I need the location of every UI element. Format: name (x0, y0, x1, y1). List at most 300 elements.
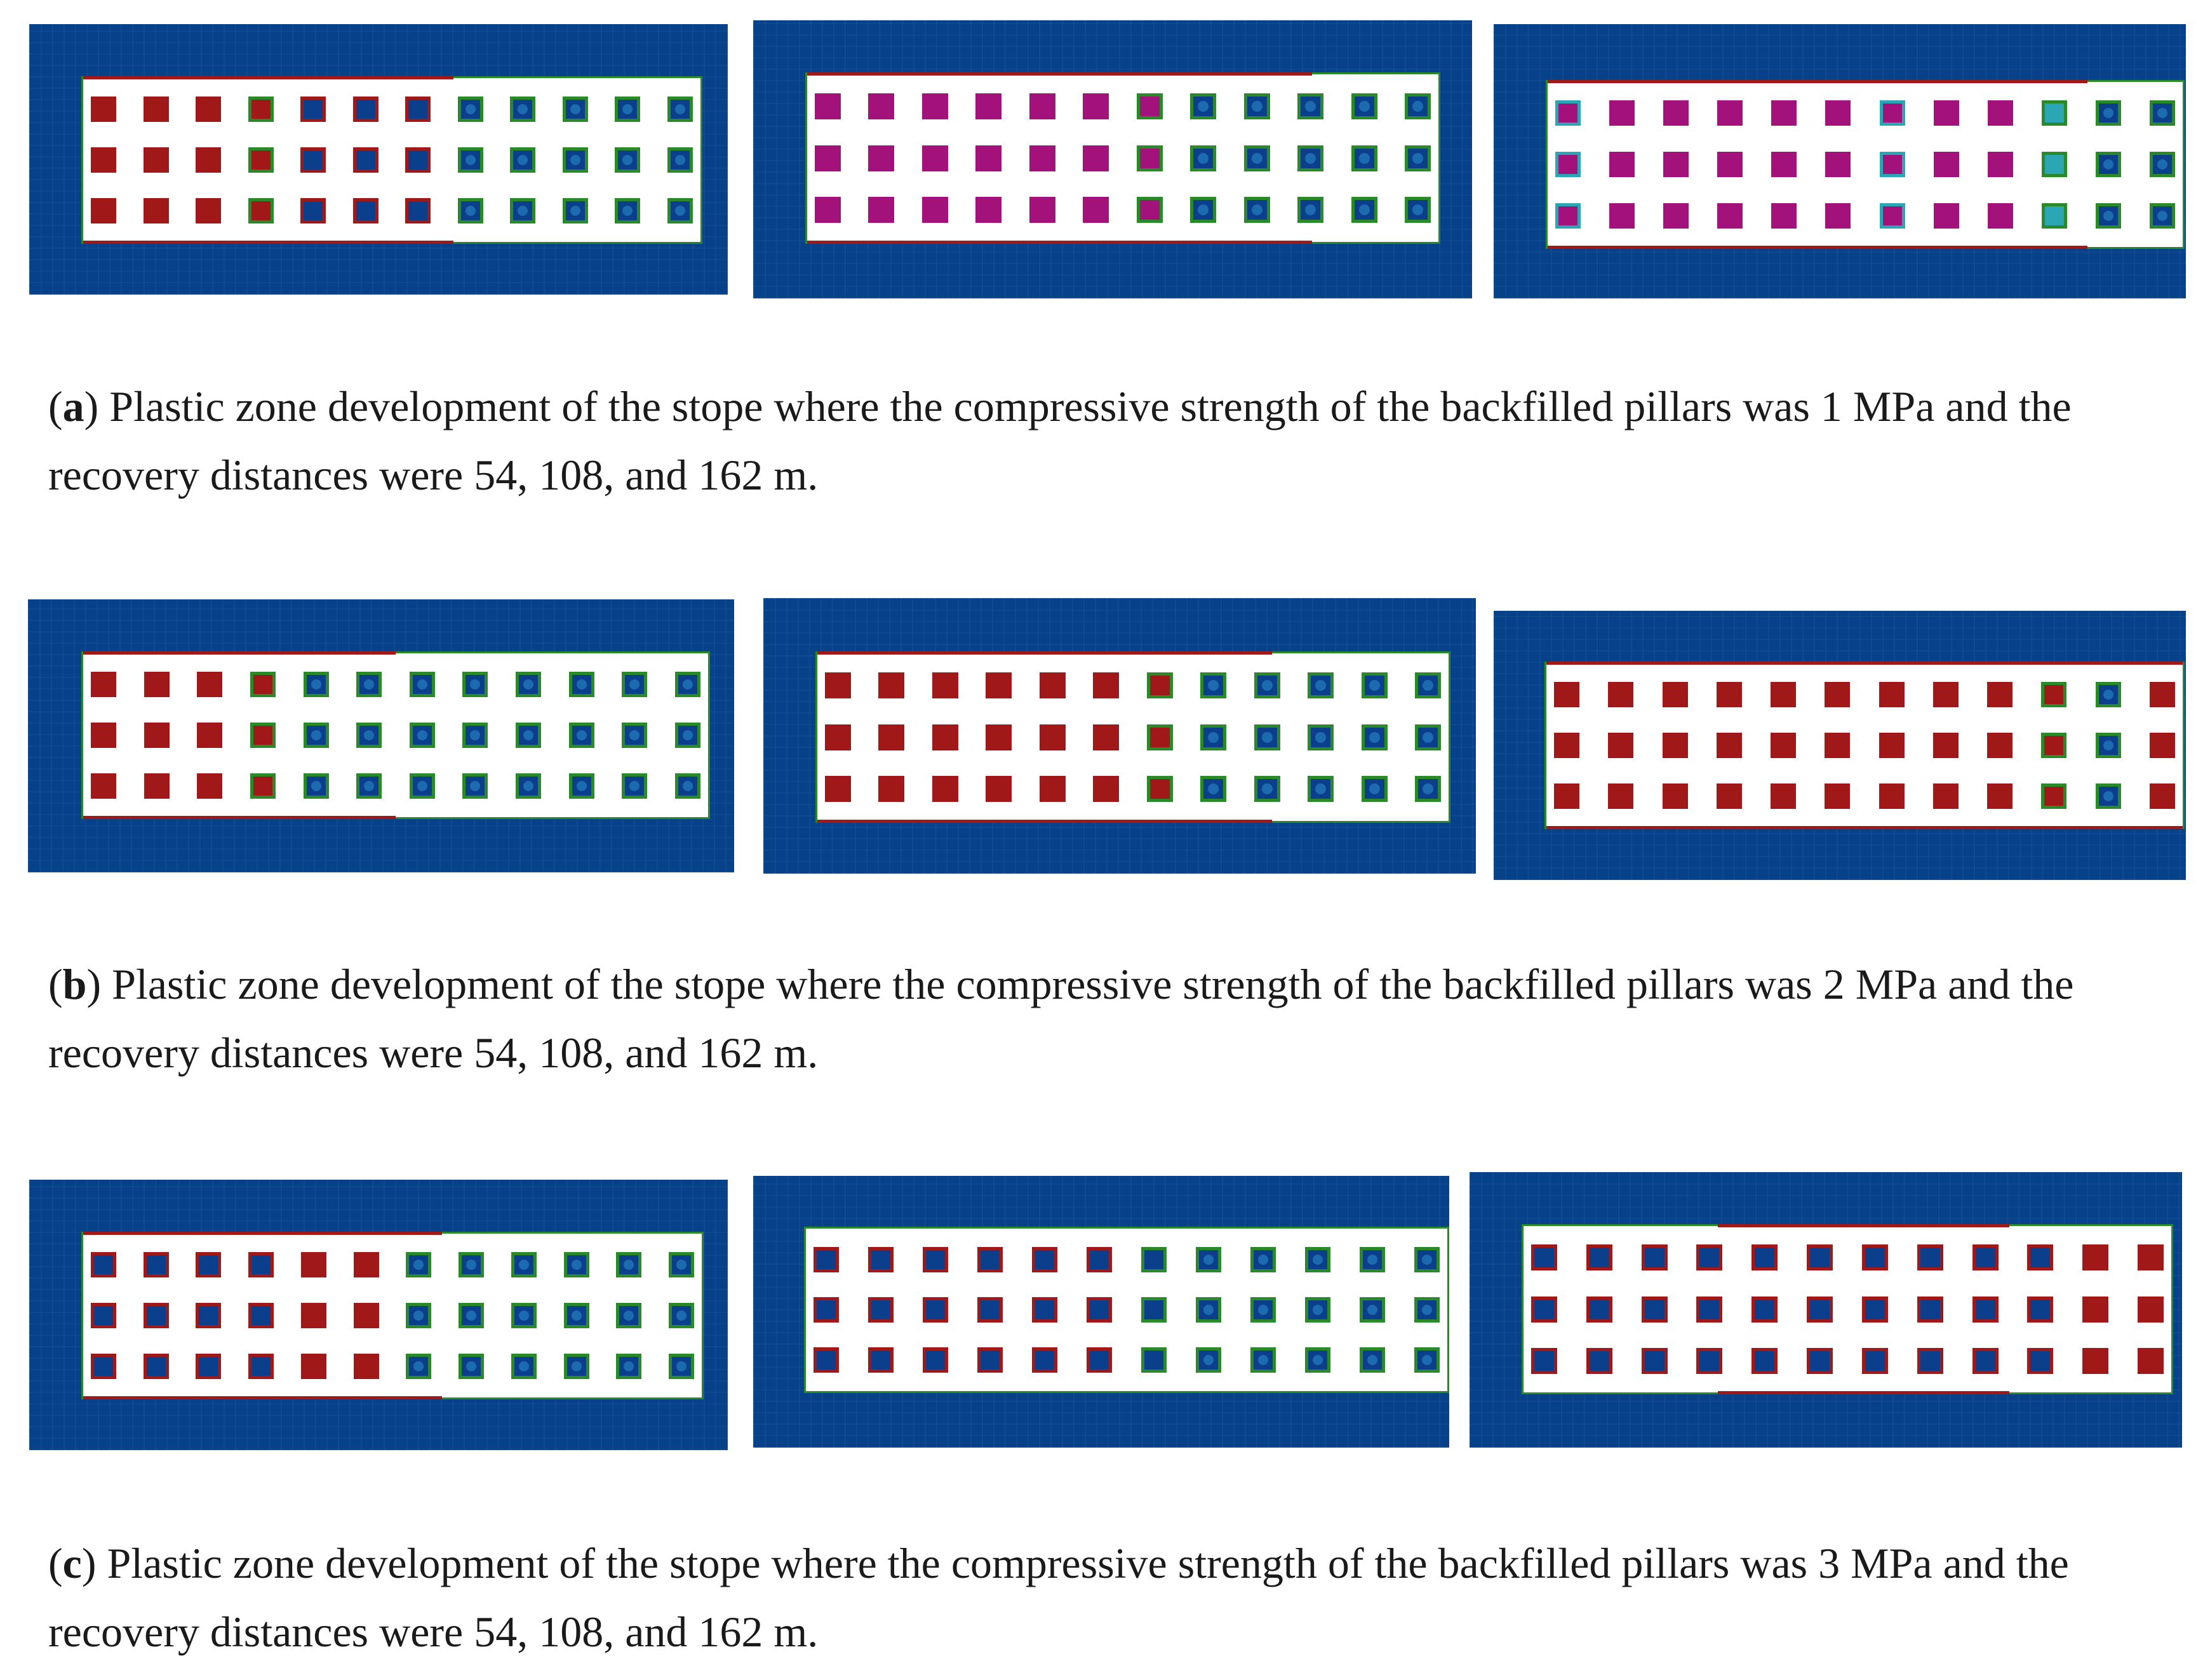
backfilled-pillar (301, 1354, 326, 1379)
pillar-core (822, 101, 833, 112)
pillar-core (577, 730, 587, 741)
backfilled-pillar (1196, 1347, 1221, 1373)
caption-b: (b) Plastic zone development of the stope where the compressive strength of the backfilled pillars was 2 MPa and the recovery distances were 54, 108, and 162 m. (48, 960, 2074, 1077)
pillar-core (1616, 791, 1626, 802)
panel-a-162m (1494, 24, 2186, 298)
backfilled-pillar (923, 1297, 948, 1323)
pillar-core (624, 1310, 634, 1321)
pillar-core (364, 679, 375, 690)
pillar-core (1203, 1305, 1214, 1316)
backfilled-pillar (462, 672, 488, 697)
pillar-core (1562, 791, 1572, 802)
panel-c-54m (29, 1180, 728, 1450)
backfilled-pillar (1308, 672, 1334, 698)
stope-b-54m (81, 651, 710, 819)
backfilled-pillar (1825, 783, 1850, 809)
backfilled-pillar (932, 672, 958, 698)
pillar-core (361, 1361, 372, 1372)
backfilled-pillar (1029, 145, 1055, 171)
backfilled-pillar (1351, 197, 1377, 223)
backfilled-pillar (1987, 783, 2012, 809)
pillar-core (1367, 1255, 1378, 1265)
backfilled-pillar (1642, 1244, 1668, 1270)
backfilled-pillar (563, 147, 588, 173)
backfilled-pillar (878, 724, 904, 750)
pillar-core (622, 104, 633, 115)
pillar-core (1759, 1356, 1770, 1366)
pillar-core (1315, 732, 1326, 743)
pillar-core (1359, 153, 1370, 164)
backfilled-pillar (1250, 1247, 1276, 1272)
backfilled-pillar (1933, 783, 1959, 809)
pillar-core (1562, 690, 1572, 700)
backfilled-pillar (1608, 783, 1633, 809)
pillar-core (940, 783, 951, 794)
backfilled-pillar (462, 723, 488, 748)
pillar-core (413, 1361, 424, 1372)
pillar-core (1941, 690, 1952, 700)
backfilled-pillar (569, 672, 594, 697)
stope-c-54m (81, 1232, 704, 1399)
backfilled-pillar (1360, 1297, 1385, 1323)
backfilled-pillar (1362, 724, 1388, 750)
backfilled-pillar (2138, 1297, 2164, 1323)
backfilled-pillar (563, 97, 588, 122)
pillar-core (2103, 791, 2114, 802)
backfilled-pillar (1917, 1297, 1943, 1323)
pillar-core (413, 206, 424, 217)
backfilled-pillar (868, 1347, 894, 1373)
backfilled-pillar (300, 97, 326, 122)
backfilled-pillar (1196, 1247, 1221, 1272)
pillar-core (1759, 1304, 1770, 1315)
backfilled-pillar (406, 1252, 431, 1277)
backfilled-pillar (1663, 682, 1688, 707)
backfilled-pillar (878, 776, 904, 802)
backfilled-pillar (462, 773, 488, 799)
caption-text: ) Plastic zone development of the stope where the compressive strength of the backfilled pillars was 1 MPa and the recovery distances were 54, 108, and 162 m. (48, 382, 2072, 499)
backfilled-pillar (410, 672, 435, 697)
backfilled-pillar (1771, 203, 1797, 229)
backfilled-pillar (91, 1354, 116, 1379)
backfilled-pillar (1663, 203, 1689, 229)
pillar-core (519, 1361, 530, 1372)
backfilled-pillar (1771, 100, 1797, 126)
pillar-core (2103, 740, 2114, 751)
backfilled-pillar (814, 1247, 839, 1272)
pillar-core (624, 1361, 634, 1372)
pillar-core (1725, 108, 1736, 119)
pillar-core (822, 204, 833, 215)
backfilled-pillar (144, 1252, 169, 1277)
backfilled-pillar (1029, 197, 1055, 223)
pillar-core (1423, 783, 1433, 794)
pillar-core (1144, 153, 1155, 164)
pillar-core (519, 1310, 530, 1321)
backfilled-pillar (814, 1297, 839, 1323)
pillar-core (152, 781, 163, 792)
pillar-core (256, 206, 267, 217)
backfilled-pillar (516, 672, 541, 697)
pillar-core (1423, 732, 1433, 743)
backfilled-pillar (825, 672, 851, 698)
backfilled-pillar (1696, 1348, 1722, 1374)
backfilled-pillar (1196, 1297, 1221, 1323)
pillar-core (572, 1361, 582, 1372)
pillar-core (258, 781, 269, 792)
pillar-core (523, 781, 534, 792)
pillar-core (1101, 732, 1111, 743)
backfilled-pillar (1609, 152, 1635, 177)
backfilled-pillar (977, 1347, 1003, 1373)
backfilled-pillar (1717, 682, 1742, 707)
pillar-core (1941, 791, 1952, 802)
backfilled-pillar (868, 145, 894, 171)
pillar-core (1704, 1304, 1715, 1315)
pillar-core (151, 1310, 162, 1321)
pillar-core (876, 204, 887, 215)
pillar-core (1258, 1355, 1269, 1366)
pillar-core (2103, 159, 2114, 170)
pillar-core (940, 680, 951, 691)
pillar-core (203, 104, 214, 115)
pillar-core (308, 104, 319, 115)
pillar-core (1094, 1255, 1105, 1265)
pillar-core (1995, 211, 2006, 222)
backfilled-pillar (1825, 100, 1851, 126)
backfilled-pillar (868, 1247, 894, 1272)
pillar-core (622, 155, 633, 166)
pillar-core (1778, 740, 1789, 751)
caption-c: (c) Plastic zone development of the stope where the compressive strength of the backfilled pillars was 3 MPa and the recovery distances were 54, 108, and 162 m. (48, 1539, 2069, 1656)
backfilled-pillar (1137, 93, 1163, 119)
pillar-core (311, 730, 322, 741)
backfilled-pillar (1531, 1297, 1557, 1323)
backfilled-pillar (1308, 776, 1334, 802)
pillar-core (2145, 1252, 2156, 1263)
pillar-core (2157, 791, 2168, 802)
pillar-core (675, 104, 686, 115)
caption-a: (a) Plastic zone development of the stope where the compressive strength of the backfilled pillars was 1 MPa and the recovery distances were 54, 108, and 162 m. (48, 382, 2072, 499)
pillar-core (2145, 1356, 2156, 1366)
backfilled-pillar (248, 1354, 274, 1379)
pillar-core (1779, 108, 1790, 119)
pillar-core (1539, 1304, 1550, 1315)
stope-c-108m (804, 1227, 1449, 1393)
backfilled-pillar (932, 776, 958, 802)
backfilled-pillar (2042, 100, 2067, 126)
caption-letter: c (62, 1539, 82, 1587)
pillar-core (1313, 1305, 1323, 1316)
backfilled-pillar (2082, 1348, 2108, 1374)
backfilled-pillar (301, 1252, 326, 1277)
pillar-core (2157, 108, 2168, 119)
pillar-core (1305, 101, 1316, 112)
backfilled-pillar (1414, 1247, 1440, 1272)
backfilled-pillar (91, 773, 116, 799)
pillar-core (256, 1310, 267, 1321)
pillar-core (1203, 1355, 1214, 1366)
pillar-core (1995, 690, 2006, 700)
backfilled-pillar (1988, 152, 2013, 177)
pillar-core (1367, 1305, 1378, 1316)
backfilled-pillar (1862, 1348, 1888, 1374)
backfilled-pillar (248, 147, 274, 173)
pillar-core (1208, 732, 1219, 743)
pillar-core (1203, 1255, 1214, 1265)
pillar-core (203, 1361, 214, 1372)
backfilled-pillar (144, 1354, 169, 1379)
pillar-core (152, 679, 163, 690)
pillar-core (98, 679, 109, 690)
backfilled-pillar (1879, 733, 1905, 758)
pillar-core (417, 781, 428, 792)
backfilled-pillar (1879, 682, 1905, 707)
backfilled-pillar (304, 773, 329, 799)
backfilled-pillar (300, 198, 326, 223)
pillar-core (993, 732, 1004, 743)
pillar-core (1315, 783, 1326, 794)
backfilled-pillar (144, 773, 170, 799)
pillar-core (570, 155, 581, 166)
pillar-core (1315, 680, 1326, 691)
backfilled-pillar (1717, 783, 1742, 809)
backfilled-pillar (1807, 1348, 1833, 1374)
pillar-core (572, 1260, 582, 1270)
pillar-core (1047, 783, 1058, 794)
pillar-core (1832, 791, 1843, 802)
backfilled-pillar (511, 1303, 537, 1328)
pillar-core (361, 1260, 372, 1270)
backfilled-pillar (1609, 203, 1635, 229)
pillar-core (1090, 153, 1101, 164)
backfilled-pillar (675, 773, 700, 799)
backfilled-pillar (196, 198, 221, 223)
backfilled-pillar (2150, 203, 2175, 229)
pillar-core (1832, 740, 1843, 751)
backfilled-pillar (2096, 152, 2121, 177)
pillar-core (311, 679, 322, 690)
pillar-core (1313, 1255, 1323, 1265)
backfilled-pillar (2138, 1244, 2164, 1270)
backfilled-pillar (1696, 1244, 1722, 1270)
backfilled-pillar (1087, 1347, 1112, 1373)
pillar-core (1616, 690, 1626, 700)
backfilled-pillar (923, 1347, 948, 1373)
backfilled-pillar (1351, 93, 1377, 119)
pillar-core (1814, 1356, 1825, 1366)
pillar-core (1047, 732, 1058, 743)
pillar-core (1980, 1252, 1991, 1263)
backfilled-pillar (510, 198, 535, 223)
backfilled-pillar (569, 773, 594, 799)
pillar-core (1870, 1304, 1880, 1315)
backfilled-pillar (2138, 1348, 2164, 1374)
backfilled-pillar (1825, 733, 1850, 758)
backfilled-pillar (825, 724, 851, 750)
backfilled-pillar (1880, 152, 1905, 177)
pillar-core (1094, 1305, 1105, 1316)
pillar-core (203, 155, 214, 166)
stope-a-162m (1546, 80, 2185, 249)
backfilled-pillar (1250, 1297, 1276, 1323)
backfilled-pillar (301, 1303, 326, 1328)
pillar-core (833, 680, 843, 691)
pillar-core (983, 153, 994, 164)
pillar-core (1870, 1252, 1880, 1263)
backfilled-pillar (248, 1252, 274, 1277)
pillar-core (1252, 101, 1262, 112)
pillar-core (1833, 108, 1844, 119)
pillar-core (1412, 153, 1423, 164)
caption-letter: b (62, 960, 87, 1008)
backfilled-pillar (616, 1354, 641, 1379)
pillar-core (2090, 1252, 2101, 1263)
pillar-core (1980, 1304, 1991, 1315)
backfilled-pillar (511, 1252, 537, 1277)
pillar-core (886, 783, 897, 794)
pillar-core (985, 1305, 996, 1316)
backfilled-pillar (353, 198, 378, 223)
pillar-core (98, 730, 109, 741)
backfilled-pillar (91, 1252, 116, 1277)
backfilled-pillar (459, 1252, 484, 1277)
backfilled-pillar (1663, 783, 1688, 809)
pillar-core (1262, 680, 1273, 691)
pillar-core (683, 730, 693, 741)
pillar-core (309, 1361, 319, 1372)
backfilled-pillar (354, 1303, 379, 1328)
backfilled-pillar (1415, 776, 1441, 802)
pillar-core (993, 783, 1004, 794)
pillar-core (203, 1260, 214, 1270)
backfilled-pillar (868, 93, 894, 119)
backfilled-pillar (814, 1347, 839, 1373)
backfilled-pillar (1190, 93, 1216, 119)
pillar-core (985, 1255, 996, 1265)
pillar-core (1887, 108, 1898, 119)
backfilled-pillar (1141, 1247, 1167, 1272)
backfilled-pillar (516, 723, 541, 748)
pillar-core (930, 101, 941, 112)
backfilled-pillar (405, 97, 431, 122)
backfilled-pillar (248, 1303, 274, 1328)
backfilled-pillar (304, 672, 329, 697)
pillar-core (683, 679, 693, 690)
pillar-core (309, 1310, 319, 1321)
backfilled-pillar (1987, 733, 2012, 758)
backfilled-pillar (1254, 724, 1280, 750)
pillar-core (204, 781, 215, 792)
backfilled-pillar (1305, 1297, 1330, 1323)
backfilled-pillar (406, 1354, 431, 1379)
backfilled-pillar (1862, 1297, 1888, 1323)
stope-b-108m (815, 651, 1450, 823)
pillar-core (833, 783, 843, 794)
backfilled-pillar (300, 147, 326, 173)
backfilled-pillar (622, 672, 647, 697)
backfilled-pillar (1190, 197, 1216, 223)
backfilled-pillar (1751, 1348, 1778, 1374)
pillar-core (308, 155, 319, 166)
pillar-core (1144, 101, 1155, 112)
pillar-core (151, 206, 162, 217)
backfilled-pillar (1771, 733, 1796, 758)
pillar-core (1704, 1356, 1715, 1366)
pillar-core (1208, 680, 1219, 691)
pillar-core (151, 104, 162, 115)
pillar-core (833, 732, 843, 743)
pillar-core (1887, 791, 1898, 802)
backfilled-pillar (2150, 100, 2175, 126)
backfilled-pillar (1200, 724, 1226, 750)
pillar-core (2049, 690, 2059, 700)
pillar-core (1208, 783, 1219, 794)
backfilled-pillar (1609, 100, 1635, 126)
pillar-core (570, 104, 581, 115)
pillar-core (683, 781, 693, 792)
pillar-core (2035, 1252, 2046, 1263)
pillar-core (1814, 1304, 1825, 1315)
backfilled-pillar (1988, 100, 2013, 126)
backfilled-pillar (667, 147, 693, 173)
pillar-core (983, 101, 994, 112)
backfilled-pillar (1244, 197, 1270, 223)
backfilled-pillar (2041, 783, 2066, 809)
backfilled-pillar (616, 1303, 641, 1328)
backfilled-pillar (564, 1303, 589, 1328)
backfilled-pillar (569, 723, 594, 748)
pillar-core (364, 730, 375, 741)
backfilled-pillar (1663, 733, 1688, 758)
pillar-core (98, 206, 109, 217)
backfilled-pillar (1087, 1247, 1112, 1272)
pillar-core (258, 679, 269, 690)
backfilled-pillar (304, 723, 329, 748)
pillar-core (1313, 1355, 1323, 1366)
pillar-core (1814, 1252, 1825, 1263)
pillar-core (886, 732, 897, 743)
pillar-core (413, 1310, 424, 1321)
pillar-core (417, 679, 428, 690)
backfilled-pillar (91, 97, 116, 122)
backfilled-pillar (356, 723, 382, 748)
pillar-core (1887, 690, 1898, 700)
backfilled-pillar (1531, 1244, 1557, 1270)
panel-b-162m (1494, 611, 2186, 880)
pillar-core (1144, 204, 1155, 215)
backfilled-pillar (1040, 776, 1066, 802)
pillar-core (675, 155, 686, 166)
backfilled-pillar (2096, 203, 2121, 229)
pillar-core (1670, 690, 1681, 700)
backfilled-pillar (1250, 1347, 1276, 1373)
pillar-core (1412, 101, 1423, 112)
pillar-core (2103, 690, 2114, 700)
pillar-core (1980, 1356, 1991, 1366)
backfilled-pillar (1040, 724, 1066, 750)
backfilled-pillar (511, 1354, 537, 1379)
pillar-core (465, 104, 476, 115)
backfilled-pillar (516, 773, 541, 799)
pillar-core (1563, 108, 1574, 119)
pillar-core (2157, 211, 2168, 222)
pillar-core (1252, 204, 1262, 215)
pillar-core (1649, 1252, 1660, 1263)
backfilled-pillar (459, 1303, 484, 1328)
backfilled-pillar (2096, 733, 2121, 758)
pillar-core (1941, 159, 1952, 170)
